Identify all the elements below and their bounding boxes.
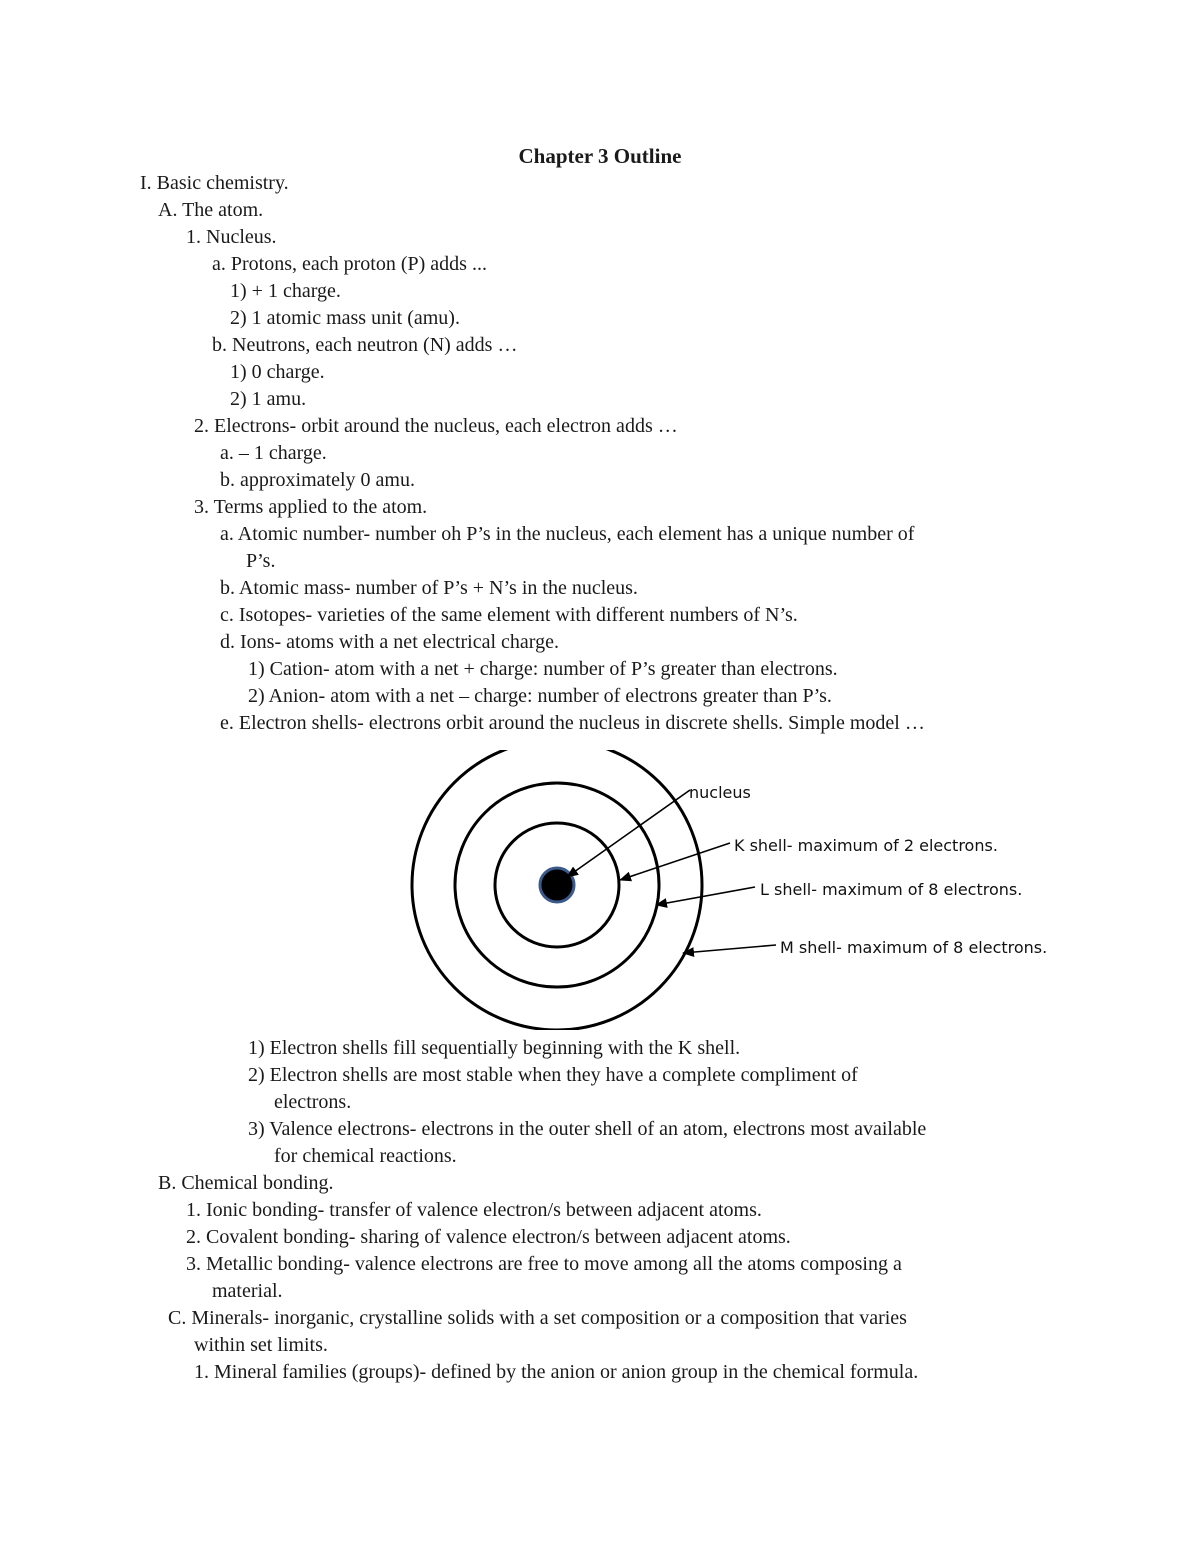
outline-line: a. – 1 charge. (220, 442, 327, 464)
outline-line: 2. Electrons- orbit around the nucleus, each electron adds … (194, 415, 678, 437)
nucleus-dot (540, 868, 574, 902)
outline-line: a. Atomic number- number oh P’s in the nucleus, each element has a unique number of (220, 523, 915, 545)
k-shell-pointer-arrow (620, 843, 730, 880)
outline-line: 2) Anion- atom with a net – charge: number of electrons greater than P’s. (248, 685, 832, 707)
outline-line: 1) Electron shells fill sequentially beginning with the K shell. (248, 1037, 741, 1059)
atom-shell-diagram (400, 750, 1090, 1030)
nucleus-label: nucleus (689, 783, 751, 802)
outline-line: material. (212, 1280, 283, 1302)
outline-line: A. The atom. (158, 199, 264, 221)
outline-line: 1. Mineral families (groups)- defined by the anion or anion group in the chemical formula. (194, 1361, 919, 1383)
outline-line: b. Neutrons, each neutron (N) adds … (212, 334, 518, 356)
l-shell-label: L shell- maximum of 8 electrons. (760, 880, 1023, 899)
outline-line: e. Electron shells- electrons orbit around the nucleus in discrete shells. Simple model … (220, 712, 925, 734)
outline-line: 3. Metallic bonding- valence electrons are free to move among all the atoms composing a (186, 1253, 902, 1275)
k-shell-label: K shell- maximum of 2 electrons. (734, 836, 998, 855)
m-shell-label: M shell- maximum of 8 electrons. (780, 938, 1048, 957)
outline-line: electrons. (274, 1091, 352, 1113)
outline-line: within set limits. (194, 1334, 328, 1356)
outline-line: 1. Ionic bonding- transfer of valence electron/s between adjacent atoms. (186, 1199, 762, 1221)
outline-line: P’s. (246, 550, 276, 572)
outline-line: 2) 1 amu. (230, 388, 307, 410)
outline-line: 2) 1 atomic mass unit (amu). (230, 307, 460, 329)
outline-line: 1) 0 charge. (230, 361, 325, 383)
outline-line: 3. Terms applied to the atom. (194, 496, 428, 518)
outline-line: d. Ions- atoms with a net electrical charge. (220, 631, 559, 653)
outline-line: for chemical reactions. (274, 1145, 457, 1167)
outline-line: b. Atomic mass- number of P’s + N’s in the nucleus. (220, 577, 638, 599)
m-shell-pointer-arrow (683, 945, 776, 953)
outline-line: I. Basic chemistry. (140, 172, 289, 194)
outline-line: 2. Covalent bonding- sharing of valence electron/s between adjacent atoms. (186, 1226, 791, 1248)
outline-line: c. Isotopes- varieties of the same element with different numbers of N’s. (220, 604, 798, 626)
outline-line: a. Protons, each proton (P) adds ... (212, 253, 487, 275)
l-shell-pointer-arrow (656, 887, 755, 905)
page-title: Chapter 3 Outline (518, 144, 682, 168)
outline-line: 1. Nucleus. (186, 226, 277, 248)
nucleus-pointer-arrow (567, 790, 690, 877)
outline-line: 2) Electron shells are most stable when they have a complete compliment of (248, 1064, 858, 1086)
outline-line: b. approximately 0 amu. (220, 469, 415, 491)
outline-line: B. Chemical bonding. (158, 1172, 334, 1194)
outline-line: 3) Valence electrons- electrons in the outer shell of an atom, electrons most available (248, 1118, 927, 1140)
outline-line: 1) + 1 charge. (230, 280, 341, 302)
outline-line: 1) Cation- atom with a net + charge: number of P’s greater than electrons. (248, 658, 838, 680)
outline-line: C. Minerals- inorganic, crystalline solids with a set composition or a composition that varies (168, 1307, 907, 1329)
